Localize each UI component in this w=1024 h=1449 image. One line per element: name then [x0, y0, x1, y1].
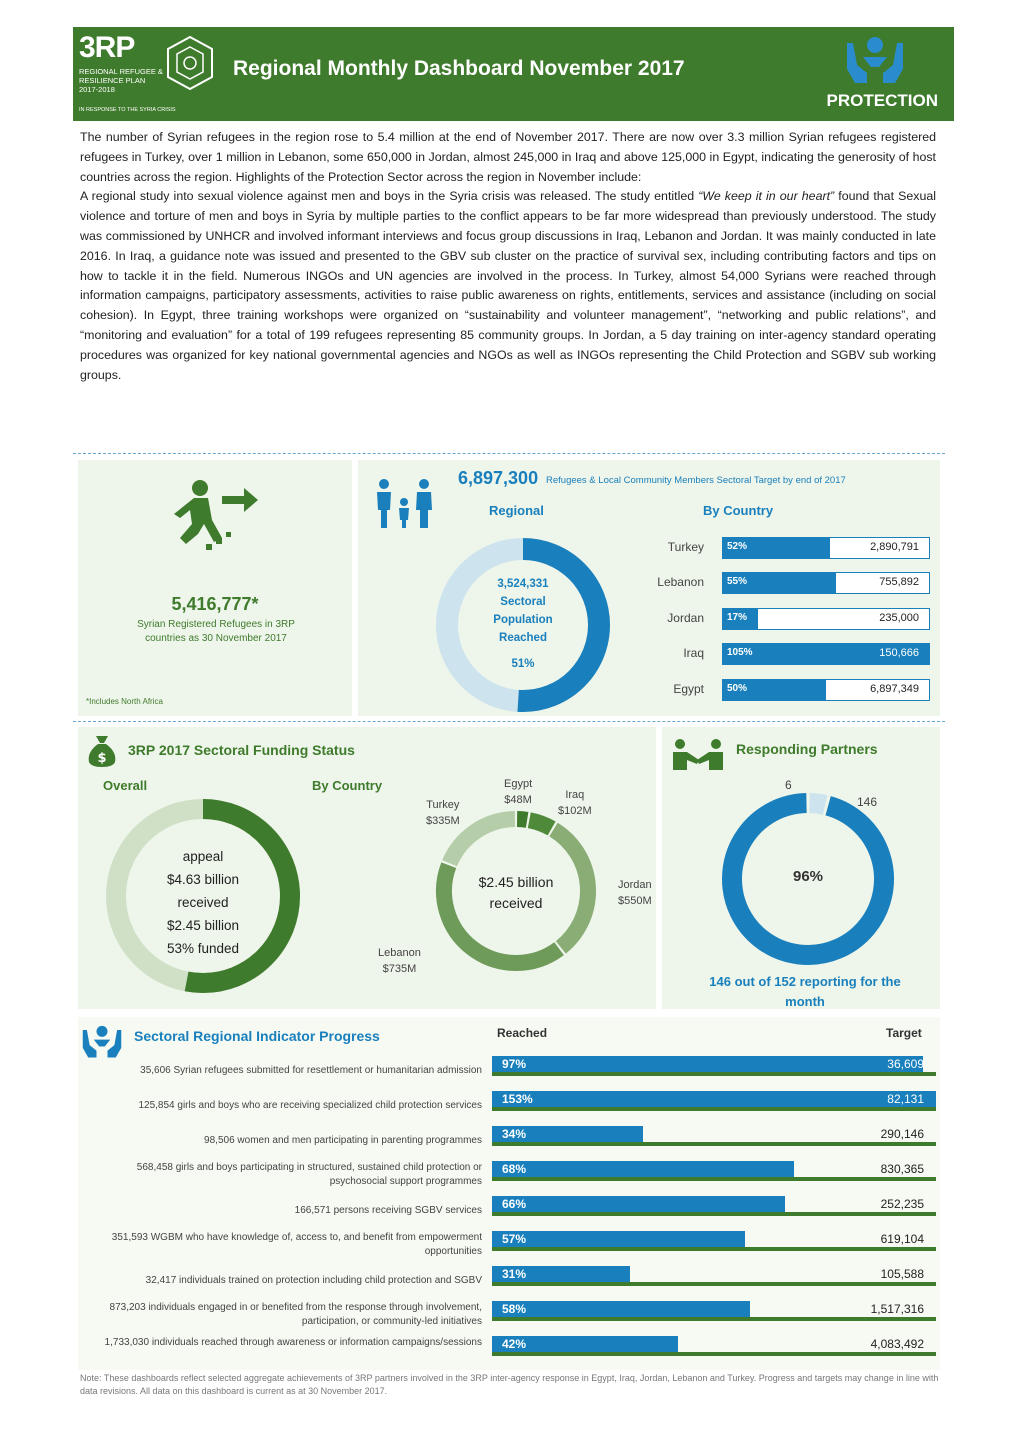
indicator-target-line: [492, 1282, 936, 1286]
indicator-target: 619,104: [880, 1232, 924, 1246]
reached-pct: 51%: [511, 658, 535, 670]
sectoral-target-caption: Refugees & Local Community Members Sectoral Target by end of 2017: [546, 475, 846, 486]
sector-label: PROTECTION: [826, 91, 938, 110]
indicator-target-line: [492, 1177, 936, 1181]
indicator-label: 35,606 Syrian refugees submitted for resettlement or humanitarian admission: [140, 1065, 482, 1076]
country-bar-pct: 17%: [727, 612, 748, 623]
indicator-pct: 68%: [502, 1162, 527, 1176]
indicator-target: 36,609: [887, 1057, 924, 1071]
country-bar-target: 2,890,791: [870, 541, 919, 553]
country-bar-target: 235,000: [879, 612, 919, 624]
country-bar-egypt: [640, 679, 930, 701]
indicator-target: 830,365: [880, 1162, 924, 1176]
reached-caption: Sectoral Population Reached: [493, 596, 553, 644]
indicator-label: 1,733,030 individuals reached through awareness or information campaigns/sessions: [104, 1337, 482, 1348]
appeal-value: $4.63 billion: [166, 872, 240, 887]
country-bar-track: [722, 643, 930, 665]
partners-title: Responding Partners: [736, 741, 878, 757]
country-bar-target: 6,897,349: [870, 683, 919, 695]
indicator-target: 4,083,492: [870, 1337, 924, 1351]
center-received-value: $2.45 billion: [478, 874, 554, 890]
funding-by-country-label: By Country: [312, 778, 383, 793]
indicator-bar: [492, 1126, 936, 1144]
indicator-target-line: [492, 1212, 936, 1216]
received-value: $2.45 billion: [166, 918, 240, 933]
funding-label-lebanon: Lebanon $735M: [378, 947, 421, 975]
country-bar-pct: 50%: [727, 683, 748, 694]
appeal-label: appeal: [182, 849, 224, 864]
partners-caption: 146 out of 152 reporting for the month: [709, 974, 901, 1009]
indicator-target: 290,146: [880, 1127, 924, 1141]
country-bar-target: 755,892: [879, 576, 919, 588]
money-bag-icon: [86, 734, 118, 768]
refugee-count: 5,416,777*: [171, 594, 259, 614]
partners-pct: 96%: [792, 868, 824, 885]
indicator-bar: [492, 1056, 936, 1074]
indicator-label: 873,203 individuals engaged in or benefited from the response through involvement, participation, or community-led initiatives: [109, 1302, 482, 1327]
country-bar-track: [722, 572, 930, 594]
indicator-label: 125,854 girls and boys who are receiving specialized child protection services: [138, 1100, 482, 1111]
country-bar-pct: 52%: [727, 541, 748, 552]
country-name: Jordan: [667, 611, 704, 625]
indicator-label: 166,571 persons receiving SGBV services: [294, 1205, 482, 1216]
country-name: Lebanon: [657, 575, 704, 589]
target-header: Target: [886, 1026, 922, 1040]
country-funding-center: [466, 872, 566, 914]
indicator-target: 105,588: [880, 1267, 924, 1281]
funding-label-egypt: Egypt $48M: [504, 778, 533, 806]
indicator-label: 98,506 women and men participating in parenting programmes: [204, 1135, 482, 1146]
country-bar-lebanon: [640, 572, 930, 594]
country-name: Iraq: [683, 646, 704, 660]
funding-slice-iraq: [529, 820, 551, 828]
indicator-pct: 153%: [502, 1092, 533, 1106]
indicator-title: Sectoral Regional Indicator Progress: [134, 1028, 380, 1044]
indicator-pct: 34%: [502, 1127, 527, 1141]
indicator-bar: [492, 1196, 936, 1214]
indicator-target-line: [492, 1247, 936, 1251]
protection-hands-icon: [843, 33, 907, 85]
intro-paragraph-2: A regional study into sexual violence against men and boys in the Syria crisis was released. The study entitled “We keep it in our heart” found that Sexual violence and torture of men and boys in Syria by multiple parties to the conflict appears to be far more widespread than previously understood. The study was commissioned by UNHCR and involved informant interviews and focus group discussions in Iraq, Lebanon and Jordan. It was mainly conducted in late 2016. In Iraq, a guidance note was issued and presented to the GBV sub cluster on the practice of survival sex, including contributing factors and tips on how to tackle it in the field. Numerous INGOs and UN agencies are involved in the process. In Turkey, almost 54,000 Syrians were reached through information campaigns, participatory assessments, activities to raise public awareness on rights, entitlements, services and assistance (including on social cohesion). In Egypt, three training workshops were organized on “sustainability and volunteer management”, “networking and public relations”, and “monitoring and evaluation” for a total of 199 refugees representing 85 community groups. In Jordan, a 5 day training on inter-agency standard operating procedures was organized for key national governmental agencies and NGOs as well as INGOs representing the Child Protection and SGBV sub working groups.: [80, 189, 936, 382]
country-bar-pct: 55%: [727, 576, 748, 587]
protection-hands-icon: [80, 1022, 124, 1060]
indicator-pct: 97%: [502, 1057, 527, 1071]
indicator-pct: 66%: [502, 1197, 527, 1211]
study-title: “We keep it in our heart”: [698, 189, 835, 204]
indicator-bar: [492, 1161, 936, 1179]
country-bar-track: [722, 537, 930, 559]
country-bar-iraq: [640, 643, 930, 665]
page-title: Regional Monthly Dashboard November 2017: [233, 57, 685, 80]
indicator-target-line: [492, 1142, 936, 1146]
funding-title: 3RP 2017 Sectoral Funding Status: [128, 742, 355, 758]
by-country-label: By Country: [703, 503, 774, 518]
indicator-pct: 42%: [502, 1337, 527, 1351]
funding-slice-egypt: [517, 819, 527, 820]
country-name: Turkey: [667, 540, 704, 554]
hexagon-emblem-icon: [165, 35, 215, 91]
family-icon: [372, 478, 436, 530]
country-bar-track: [722, 679, 930, 701]
overall-funding-label: [140, 845, 266, 960]
indicator-target-line: [492, 1352, 936, 1356]
indicator-pct: 31%: [502, 1267, 527, 1281]
funding-label-jordan: Jordan $550M: [618, 879, 652, 907]
divider: [73, 453, 945, 454]
indicator-bar: [492, 1266, 936, 1284]
logo-subtitle: REGIONAL REFUGEE & RESILIENCE PLAN 2017-2018: [79, 67, 163, 94]
center-received-label: received: [489, 895, 543, 911]
reached-value: 3,524,331: [497, 578, 549, 590]
divider: [73, 721, 945, 722]
partners-not-reporting-label: 6: [785, 778, 792, 792]
indicator-pct: 57%: [502, 1232, 527, 1246]
indicator-label: 32,417 individuals trained on protection including child protection and SGBV: [145, 1275, 482, 1286]
refugee-caption: Syrian Registered Refugees in 3RP countries as 30 November 2017: [137, 619, 295, 644]
svg-text:$: $: [97, 751, 107, 766]
funding-label-turkey: Turkey $335M: [426, 799, 460, 827]
received-label: received: [177, 895, 229, 910]
indicator-label: 351,593 WGBM who have knowledge of, access to, and benefit from empowerment opportunities: [111, 1232, 482, 1257]
indicator-bar: [492, 1231, 936, 1249]
country-bar-pct: 105%: [727, 647, 753, 658]
indicator-pct: 58%: [502, 1302, 527, 1316]
logo-tagline: IN RESPONSE TO THE SYRIA CRISIS: [79, 107, 176, 113]
funding-label-iraq: Iraq $102M: [558, 789, 592, 817]
regional-donut-label: [470, 575, 576, 673]
funded-pct: 53% funded: [166, 941, 240, 956]
sectoral-target-number: 6,897,300: [458, 468, 539, 488]
indicator-target: 252,235: [880, 1197, 924, 1211]
country-bar-jordan: [640, 608, 930, 630]
indicator-bar: [492, 1091, 936, 1109]
partners-reporting-label: 146: [857, 795, 878, 809]
partners-slice-not-reporting: [810, 803, 826, 805]
intro-paragraph-1: The number of Syrian refugees in the region rose to 5.4 million at the end of November 2017. There are now over 3.3 million Syrian refugees registered refugees in Turkey, over 1 million in Lebanon, some 650,000 in Jordan, almost 245,000 in Iraq and above 125,000 in Egypt, indicating the generosity of host countries across the region. Highlights of the Protection Sector across the region in November include:: [80, 130, 936, 184]
country-bar-track: [722, 608, 930, 630]
indicator-bar: [492, 1301, 936, 1319]
indicator-label: 568,458 girls and boys participating in structured, sustained child protection or psychosocial support programmes: [136, 1162, 482, 1187]
refugee-walking-icon: [166, 478, 262, 560]
indicator-target: 1,517,316: [870, 1302, 924, 1316]
indicator-bar: [492, 1336, 936, 1354]
indicator-target-line: [492, 1072, 936, 1076]
indicator-target: 82,131: [887, 1092, 924, 1106]
regional-label: Regional: [489, 503, 544, 518]
country-bar-turkey: [640, 537, 930, 559]
reached-header: Reached: [497, 1026, 548, 1040]
intro-text: [80, 128, 936, 385]
country-bar-target: 150,666: [879, 647, 919, 659]
header-banner: [73, 27, 954, 121]
indicator-target-line: [492, 1317, 936, 1321]
logo-3rp: 3RP: [79, 31, 135, 64]
footer-note: Note: These dashboards reflect selected aggregate achievements of 3RP partners involved in the 3RP inter-agency response in Egypt, Iraq, Jordan, Lebanon and Turkey. Progress and targets may change in line with data revisions. All data on this dashboard is current as at 30 November 2017.: [80, 1373, 939, 1396]
country-name: Egypt: [673, 682, 704, 696]
funding-overall-label: Overall: [103, 778, 148, 793]
handshake-icon: [671, 738, 725, 772]
refugee-footnote: *Includes North Africa: [86, 697, 163, 706]
indicator-target-line: [492, 1107, 936, 1111]
